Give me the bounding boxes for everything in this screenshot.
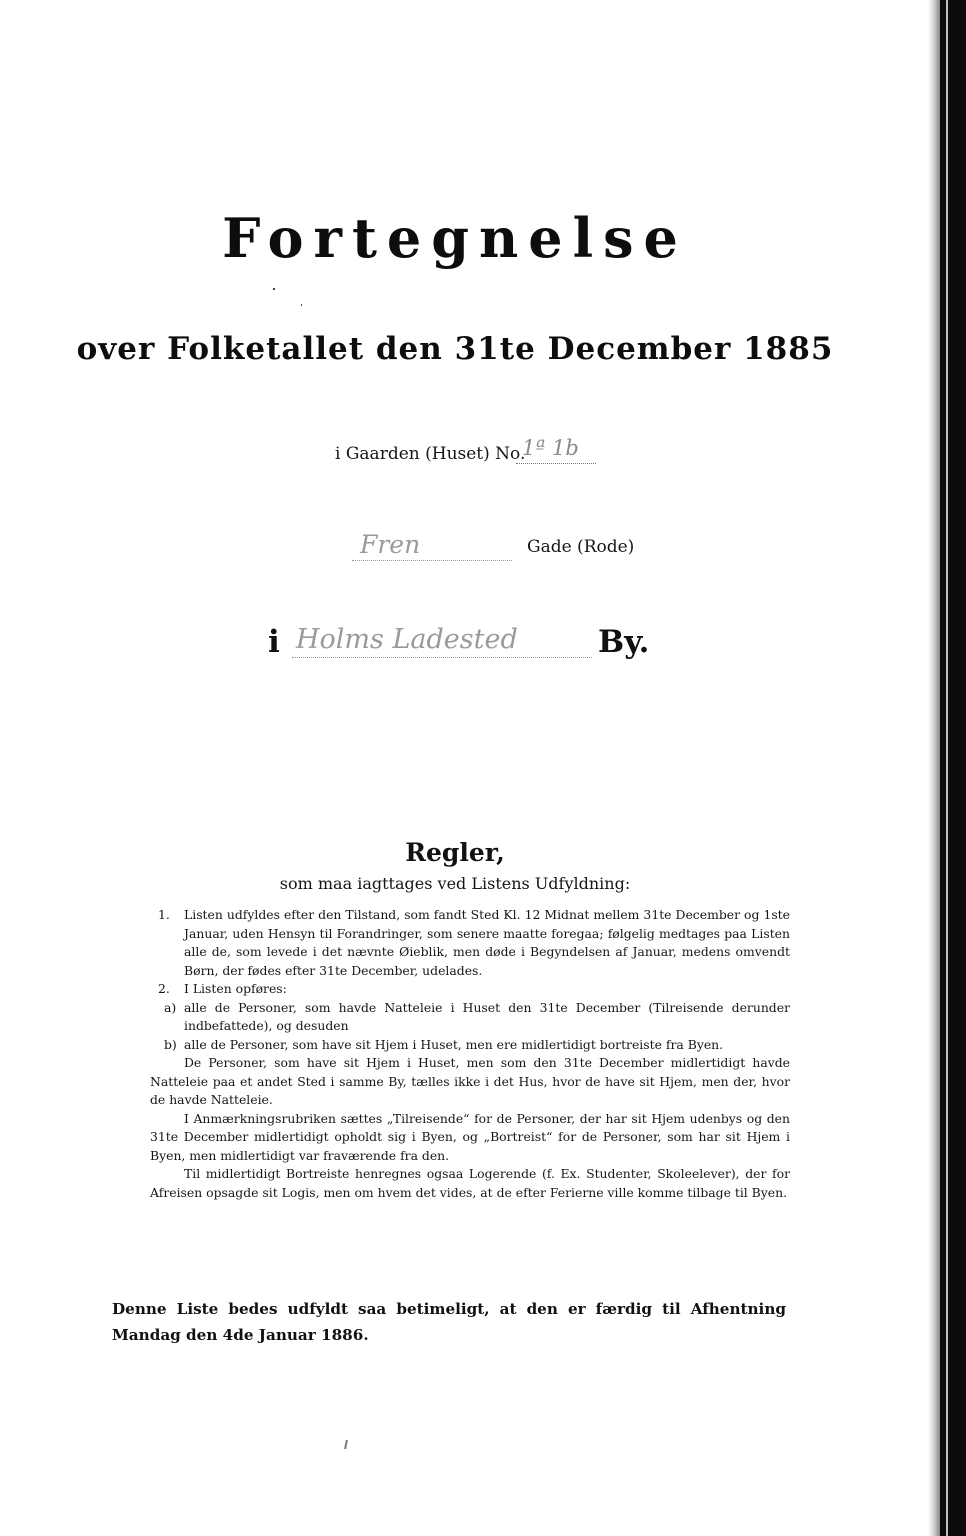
rule-2-paragraph-2: I Anmærkningsrubriken sættes „Tilreisende“ for de Personer, der har sit Hjem udenbys og den 31te December midlertidigt opholdt sig i Byen, og „Bortreist“ for de Personer, som har sit Hjem i Byen, men midlertidigt var fraværende fra den. xyxy=(150,1110,790,1163)
rule-2-item-b-letter: b) xyxy=(164,1036,177,1052)
town-handwritten: Holms Ladested xyxy=(296,624,518,655)
town-fill-line xyxy=(292,657,592,658)
house-number-handwritten: 1ª 1b xyxy=(522,436,579,460)
rule-2-item-b xyxy=(150,1036,790,1055)
rules-subheading: som maa iagttages ved Listens Udfyldning: xyxy=(279,874,631,893)
rule-2-item-a-letter: a) xyxy=(164,999,177,1015)
scan-speck xyxy=(344,1440,348,1449)
rule-2 xyxy=(150,980,790,999)
rule-2-paragraph-3: Til midlertidigt Bortreiste henregnes ogsaa Logerende (f. Ex. Studenter, Skoleelever), der for Afreisen opsagde sit Logis, men om hvem det vides, at de efter Ferierne ville komme tilbage til Byen. xyxy=(150,1166,790,1200)
rule-2-intro: I Listen opføres: xyxy=(184,981,287,996)
street-label: Gade (Rode) xyxy=(527,537,635,557)
page-subtitle: over Folketallet den 31te December 1885 xyxy=(76,331,834,367)
house-number-label: i Gaarden (Huset) No. xyxy=(335,444,526,464)
rule-2-item-b-text: alle de Personer, som have sit Hjem i Huset, men ere midlertidigt bortreiste fra Byen. xyxy=(184,1036,724,1052)
rule-1-number: 1. xyxy=(158,907,170,922)
scan-speck xyxy=(301,304,302,306)
street-fill-line xyxy=(352,560,512,561)
scan-edge-border xyxy=(940,0,966,1536)
house-number-fill-line xyxy=(516,463,596,464)
town-prefix: i xyxy=(268,624,280,660)
page-title: Fortegnelse xyxy=(222,206,688,270)
rules-heading: Regler, xyxy=(405,838,505,867)
rule-2-number: 2. xyxy=(158,981,170,996)
rule-1 xyxy=(150,906,790,980)
street-handwritten: Fren xyxy=(360,530,421,559)
rule-2-item-a xyxy=(150,999,790,1036)
footer-note: Denne Liste bedes udfyldt saa betimeligt, at den er færdig til Afhentning Mandag den 4de Januar 1886. xyxy=(112,1300,786,1344)
rule-1-text: Listen udfyldes efter den Tilstand, som fandt Sted Kl. 12 Midnat mellem 31te December og 1ste Januar, uden Hensyn til Forandringer, som senere maatte foregaa; følgelig medtages paa Listen alle de, som levede i det nævnte Øieblik, men døde i Begyndelsen af Januar, medens omvendt Børn, der fødes efter 31te December, udelades. xyxy=(184,907,790,978)
scan-edge-shadow xyxy=(928,0,940,1536)
rule-2-paragraph-1: De Personer, som have sit Hjem i Huset, men som den 31te December midlertidigt havde Natteleie paa et andet Sted i samme By, tælles ikke i det Hus, hvor de have sit Hjem, men der, hvor de havde Natteleie. xyxy=(150,1055,790,1107)
scan-speck xyxy=(273,288,275,290)
rules-list xyxy=(150,906,790,1202)
rule-2-item-a-text: alle de Personer, som havde Natteleie i Huset den 31te December (Tilreisende derunder indbefattede), og desuden xyxy=(184,999,790,1033)
scan-edge-line xyxy=(946,0,948,1536)
town-suffix: By. xyxy=(598,624,650,660)
